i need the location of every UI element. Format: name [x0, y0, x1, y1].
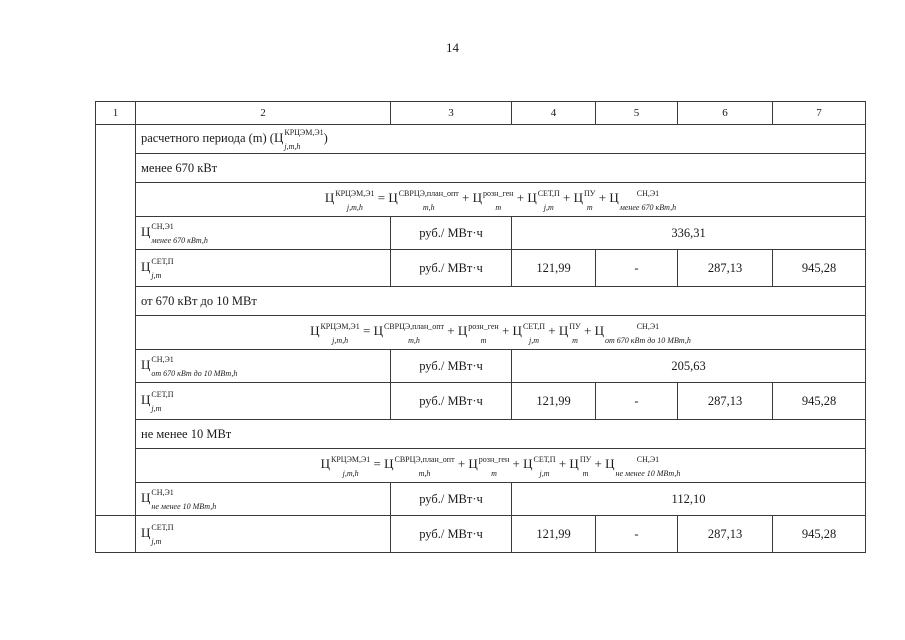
section-title-row: [96, 287, 866, 316]
row-value-6: 287,13: [678, 250, 773, 287]
header-cell: 3: [391, 102, 512, 125]
tariff-table: [95, 101, 866, 553]
row-value-4: 121,99: [512, 250, 596, 287]
row-value-7: 945,28: [773, 250, 866, 287]
section-title-row: [96, 154, 866, 183]
table-row: [96, 217, 866, 250]
header-cell: 4: [512, 102, 596, 125]
formula-row: [96, 316, 866, 350]
row-merged-value: 112,10: [512, 483, 866, 516]
table-row: [96, 383, 866, 420]
price-symbol: Ц: [273, 129, 284, 145]
index-cell: [96, 516, 136, 553]
row-symbol: Ц СЕТ,П j,m: [136, 516, 391, 553]
formula: Ц КРЦЭМ,Э1 j,m,h = Ц СВРЦЭ,план_опт m,h + Ц розн_ген m + Ц СЕТ,П j,m + Ц ПУ m + Ц СН,Э1 от 670 кВт до 10 МВт,h: [310, 321, 691, 345]
row-unit: руб./ МВт·ч: [391, 350, 512, 383]
header-cell: 6: [678, 102, 773, 125]
table-row: [96, 350, 866, 383]
row-merged-value: 336,31: [512, 217, 866, 250]
intro-row: [96, 125, 866, 154]
formula-row: [96, 183, 866, 217]
row-symbol: Ц СЕТ,П j,m: [136, 383, 391, 420]
row-value-4: 121,99: [512, 516, 596, 553]
page-number: 14: [446, 40, 459, 55]
row-merged-value: 205,63: [512, 350, 866, 383]
formula-cell: [136, 449, 866, 483]
header-cell: 5: [596, 102, 678, 125]
header-cell: 2: [136, 102, 391, 125]
table-row: [96, 483, 866, 516]
header-cell: 1: [96, 102, 136, 125]
row-unit: руб./ МВт·ч: [391, 250, 512, 287]
index-cell-merged: [96, 125, 136, 516]
table-row: [96, 516, 866, 553]
row-value-6: 287,13: [678, 383, 773, 420]
row-symbol: Ц СН,Э1 не менее 10 МВт,h: [136, 483, 391, 516]
formula: Ц КРЦЭМ,Э1 j,m,h = Ц СВРЦЭ,план_опт m,h + Ц розн_ген m + Ц СЕТ,П j,m + Ц ПУ m + Ц СН,Э1 менее 670 кВт,h: [324, 188, 677, 212]
row-value-5: -: [596, 383, 678, 420]
row-value-5: -: [596, 250, 678, 287]
intro-cell: расчетного периода (m) (Ц КРЦЭМ,Э1 j,m,h ): [136, 125, 866, 154]
row-unit: руб./ МВт·ч: [391, 217, 512, 250]
section-title: от 670 кВт до 10 МВт: [136, 287, 866, 316]
row-symbol: Ц СЕТ,П j,m: [136, 250, 391, 287]
row-symbol: Ц СН,Э1 от 670 кВт до 10 МВт,h: [136, 350, 391, 383]
table-row: [96, 250, 866, 287]
row-value-7: 945,28: [773, 516, 866, 553]
section-title: не менее 10 МВт: [136, 420, 866, 449]
price-symbol-sub: j,m,h: [284, 142, 301, 152]
price-symbol-sup: КРЦЭМ,Э1: [284, 128, 324, 138]
row-symbol: Ц СН,Э1 менее 670 кВт,h: [136, 217, 391, 250]
formula: Ц КРЦЭМ,Э1 j,m,h = Ц СВРЦЭ,план_опт m,h + Ц розн_ген m + Ц СЕТ,П j,m + Ц ПУ m + Ц СН,Э1 не менее 10 МВт,h: [320, 454, 681, 478]
row-value-7: 945,28: [773, 383, 866, 420]
row-unit: руб./ МВт·ч: [391, 516, 512, 553]
row-unit: руб./ МВт·ч: [391, 383, 512, 420]
section-title: менее 670 кВт: [136, 154, 866, 183]
row-unit: руб./ МВт·ч: [391, 483, 512, 516]
section-title-row: [96, 420, 866, 449]
formula-cell: [136, 183, 866, 217]
formula-row: [96, 449, 866, 483]
header-cell: 7: [773, 102, 866, 125]
header-row: [96, 102, 866, 125]
row-value-6: 287,13: [678, 516, 773, 553]
row-value-4: 121,99: [512, 383, 596, 420]
formula-cell: [136, 316, 866, 350]
row-value-5: -: [596, 516, 678, 553]
